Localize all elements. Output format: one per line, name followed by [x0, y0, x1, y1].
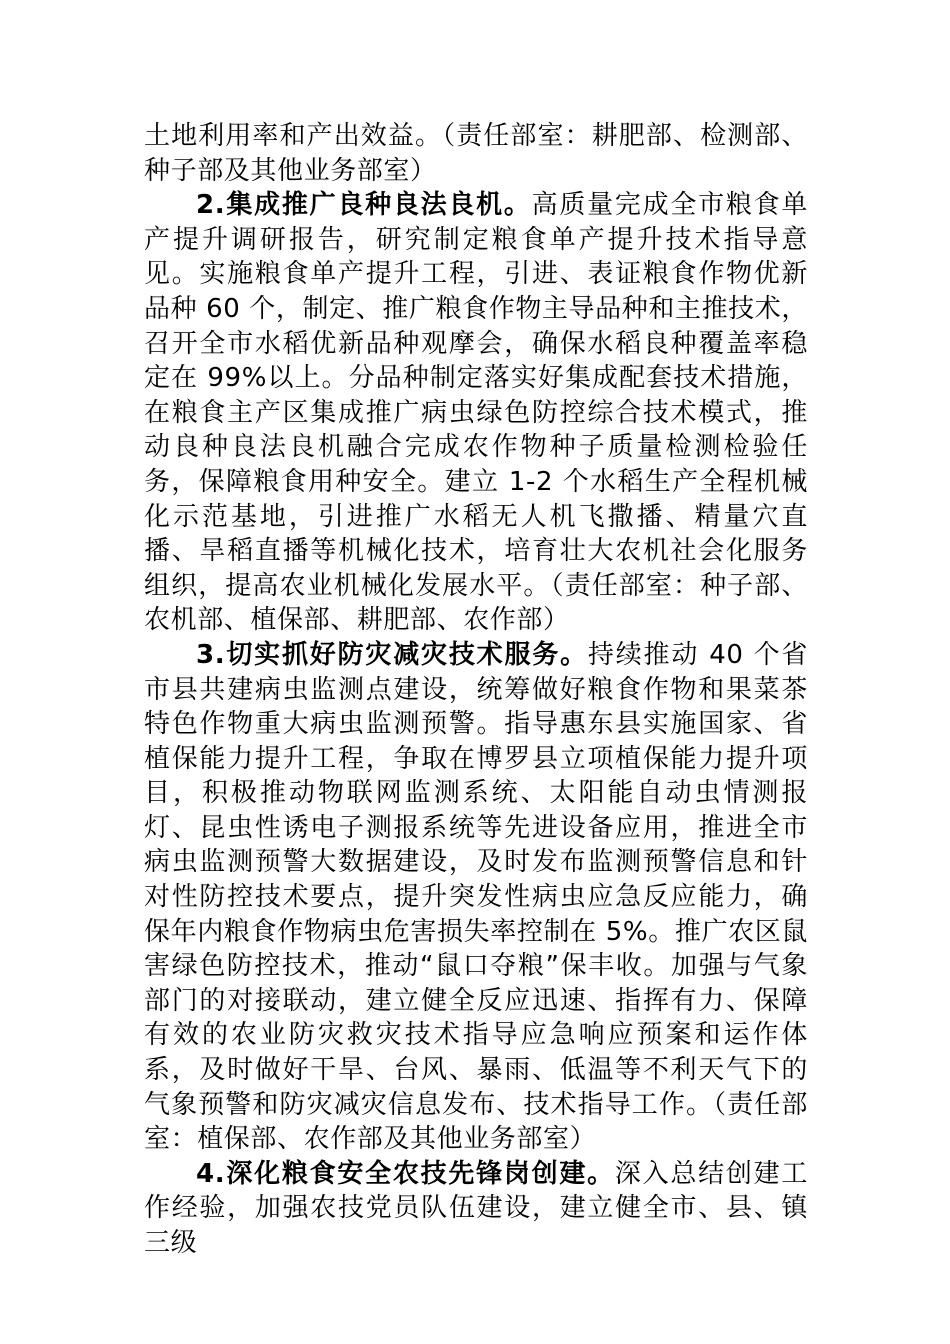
paragraph-heading: 3.切实抓好防灾减灾技术服务。 — [196, 639, 588, 670]
paragraph-text: 高质量完成全市粮食单产提升调研报告，研究制定粮食单产提升技术指导意见。实施粮食单产提升工程，引进、表证粮食作物优新品种 60 个，制定、推广粮食作物主导品种和主推技术，召开全市水稻优新品种观摩会，确保水稻良种覆盖率稳定在 99%以上。分品种制定落实好集成配套技术措施，在粮食主产区集成推广病虫绿色防控综合技术模式，推动良种良法良机融合完成农作物种子质量检测检验任务，保障粮食用种安全。建立 1-2 个水稻生产全程机械化示范基地，引进推广水稻无人机飞撒播、精量穴直播、旱稻直播等机械化技术，培育壮大农机社会化服务组织，提高农业机械化发展水平。（责任部室：种子部、农机部、植保部、耕肥部、农作部） — [144, 190, 808, 636]
paragraph-item-4 — [144, 1157, 808, 1261]
paragraph-heading: 4.深化粮食安全农技先锋岗创建。 — [196, 1158, 615, 1189]
paragraph-continuation — [144, 119, 808, 188]
paragraph-text: 深入总结创建工作经验，加强农技党员队伍建设，建立健全市、县、镇三级 — [144, 1158, 808, 1258]
paragraph-item-2 — [144, 188, 808, 638]
paragraph-heading: 2.集成推广良种良法良机。 — [196, 190, 532, 221]
paragraph-text: 持续推动 40 个省市县共建病虫监测点建设，统筹做好粮食作物和果菜茶特色作物重大病虫监测预警。指导惠东县实施国家、省植保能力提升工程，争取在博罗县立项植保能力提升项目，积极推动物联网监测系统、太阳能自动虫情测报灯、昆虫性诱电子测报系统等先进设备应用，推进全市病虫监测预警大数据建设，及时发布监测预警信息和针对性防控技术要点，提升突发性病虫应急反应能力，确保年内粮食作物病虫危害损失率控制在 5%。推广农区鼠害绿色防控技术，推动“鼠口夺粮”保丰收。加强与气象部门的对接联动，建立健全反应迅速、指挥有力、保障有效的农业防灾救灾技术指导应急响应预案和运作体系，及时做好干旱、台风、暴雨、低温等不利天气下的气象预警和防灾减灾信息发布、技术指导工作。（责任部室：植保部、农作部及其他业务部室） — [144, 639, 808, 1155]
document-body — [144, 119, 808, 1261]
paragraph-text: 土地利用率和产出效益。（责任部室：耕肥部、检测部、种子部及其他业务部室） — [144, 121, 808, 186]
paragraph-item-3 — [144, 638, 808, 1157]
